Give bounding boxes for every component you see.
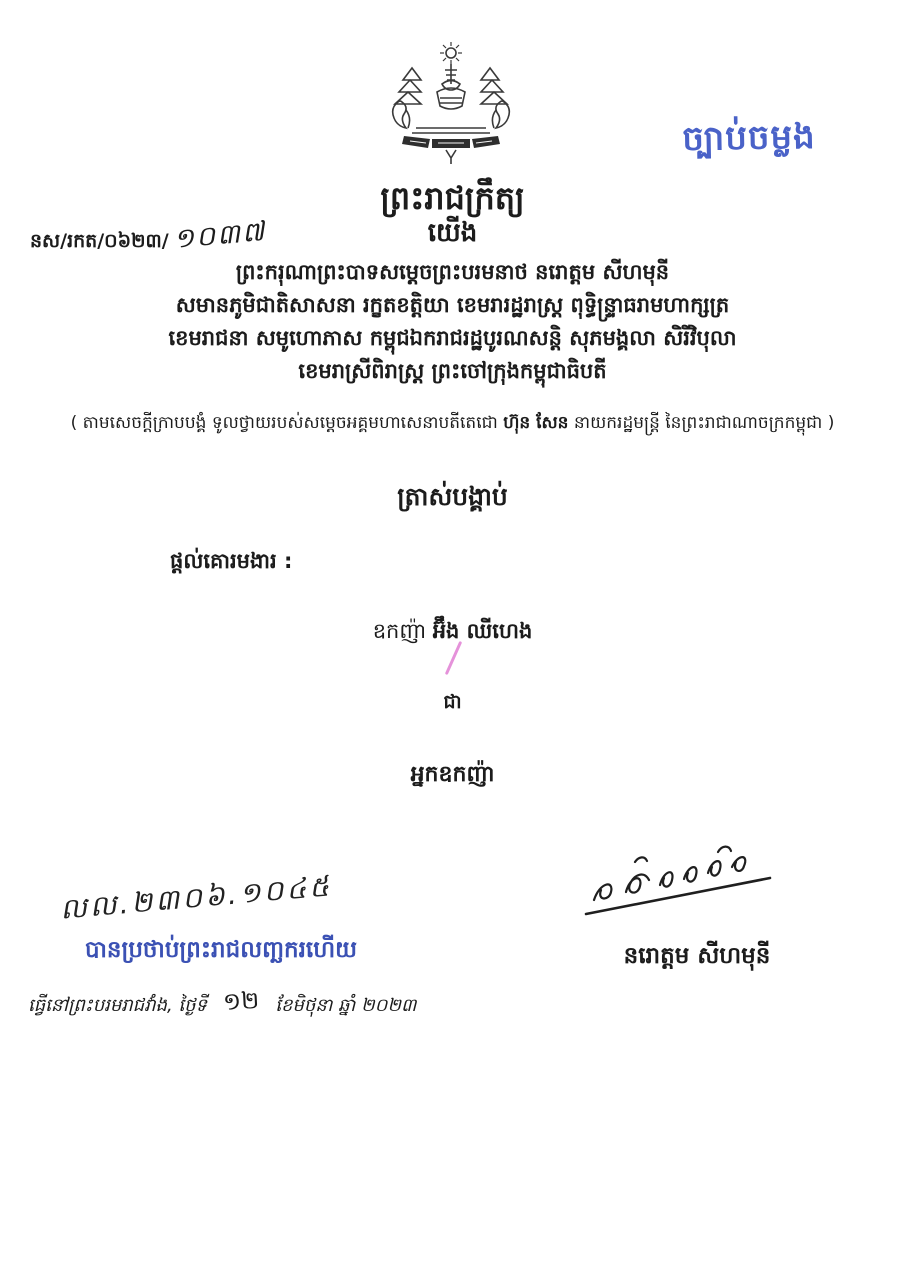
royal-arms-emblem — [372, 40, 530, 170]
copy-stamp: ច្បាប់ចម្លង — [681, 116, 816, 160]
petition-before: ( តាមសេចក្តីក្រាបបង្គំ ទូលថ្វាយរបស់សម្តេចអគ្គមហាសេនាបតីតេជោ — [70, 413, 504, 433]
petition-after: នាយករដ្ឋមន្ត្រី នៃព្រះរាជាណាចក្រកម្ពុជា ) — [568, 413, 835, 433]
place-date-line — [28, 988, 416, 1023]
as-word: ជា — [443, 691, 462, 713]
royal-title-line: ព្រះករុណាព្រះបាទសម្តេចព្រះបរមនាថ នរោត្តម សីហមុនី — [235, 260, 670, 284]
royal-title-block — [0, 256, 905, 388]
royal-arms-icon — [372, 40, 530, 170]
king-name: នរោត្តម សីហមុនី — [623, 943, 771, 969]
royal-seal-stamp: បានប្រថាប់ព្រះរាជលញ្ឆករហើយ — [84, 937, 357, 963]
reference-number-handwritten: ១០៣៧ — [171, 216, 268, 256]
place-date-prefix: ធ្វើនៅព្រះបរមរាជវាំង, ថ្ងៃទី — [28, 995, 207, 1016]
honoree-name: អ៊ឹង ឈីហេង — [432, 619, 533, 643]
document-title: ព្រះរាជក្រឹត្យ — [380, 179, 525, 217]
royal-title-line: ខេមរាជនា សមូហោភាស កម្ពុជឯករាជរដ្ឋបូរណសន្តិ សុភមង្គលា សិរីវិបុលា — [168, 326, 737, 350]
honoree-line — [0, 618, 905, 649]
document-subtitle: យើង — [427, 218, 478, 248]
prime-minister-name: ហ៊ុន សែន — [503, 413, 569, 433]
petition-line — [0, 412, 905, 437]
royal-title-line: សមានភូមិជាតិសាសនា រក្ខតខត្តិយា ខេមរារដ្ឋរាស្ត្រ ពុទ្ធិន្ទ្រាធរាមហាក្សត្រ — [175, 293, 730, 317]
royal-title-line: ខេមរាស្រីពិរាស្ត្រ ព្រះចៅក្រុងកម្ពុជាធិបតី — [298, 359, 607, 383]
reference-prefix: នស/រកត/០៦២៣/ — [30, 230, 169, 252]
grant-title-label: ផ្តល់គោរមងារ : — [170, 549, 293, 573]
place-date-suffix: ខែមិថុនា ឆ្នាំ ២០២៣ — [275, 995, 417, 1016]
king-signature — [572, 840, 787, 928]
honoree-title-prefix: ឧកញ៉ា — [372, 619, 433, 643]
order-heading: ត្រាស់បង្គាប់ — [397, 482, 508, 511]
handwritten-code: លល.២៣០៦.១០៤៥ — [58, 869, 334, 926]
signature-icon — [572, 840, 787, 928]
granted-title: អ្នកឧកញ៉ា — [410, 762, 495, 787]
handwritten-day: ១២ — [222, 986, 260, 1016]
